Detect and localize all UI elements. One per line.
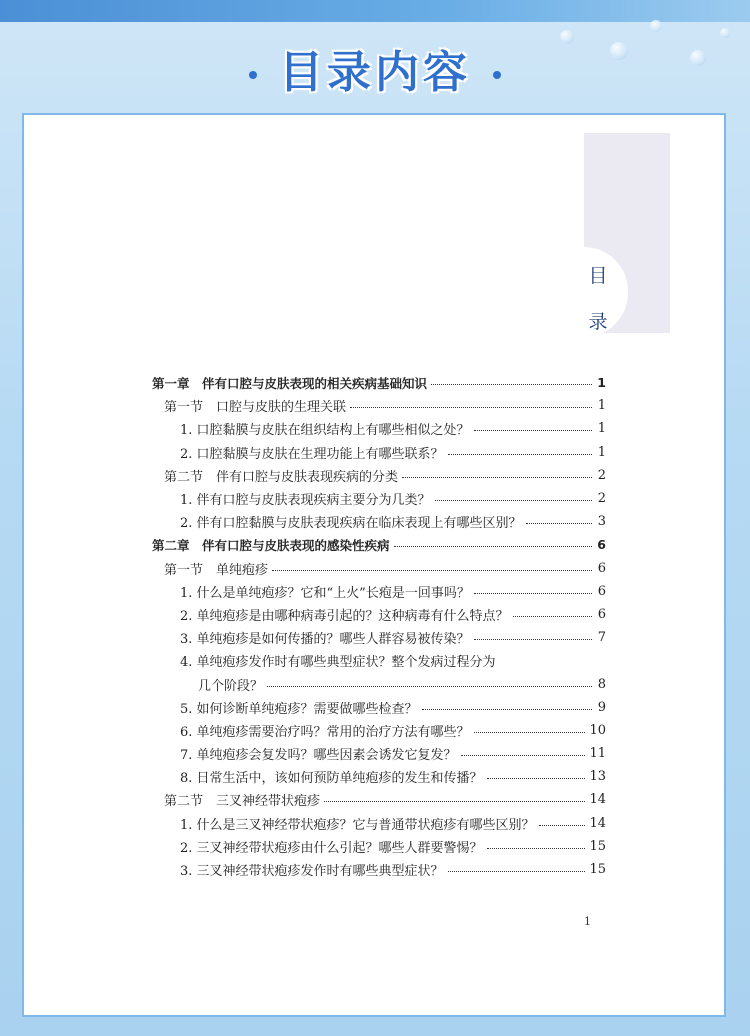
toc-leader-dots — [474, 430, 592, 431]
decor-bubble — [650, 20, 662, 32]
toc-entry-page: 6 — [597, 537, 606, 553]
toc-entry-item[interactable] — [152, 742, 606, 765]
toc-leader-dots — [526, 523, 592, 524]
toc-entry-item[interactable] — [152, 580, 606, 603]
toc-leader-dots — [539, 825, 586, 826]
toc-entry-page: 11 — [589, 746, 606, 762]
toc-entry-page: 9 — [597, 699, 606, 715]
toc-entry-title: 2. 三叉神经带状疱疹由什么引起？哪些人群要警惕？ — [180, 840, 483, 856]
side-tab-char: 录 — [588, 311, 608, 333]
bullet-dot-icon — [249, 71, 257, 79]
toc-leader-dots — [394, 546, 592, 547]
toc-entry-item[interactable] — [152, 487, 606, 510]
toc-entry-title: 1. 什么是单纯疱疹？它和“上火”长疱是一回事吗？ — [180, 585, 470, 601]
toc-entry-page: 14 — [589, 815, 606, 831]
side-tab-chars — [578, 253, 618, 345]
toc-entry-title: 3. 单纯疱疹是如何传播的？哪些人群容易被传染？ — [180, 632, 470, 648]
book-page — [22, 113, 726, 1017]
toc-entry-page: 13 — [589, 769, 606, 785]
toc-entry-title: 2. 伴有口腔黏膜与皮肤表现疾病在临床表现上有哪些区别？ — [180, 516, 522, 532]
toc-entry-page: 2 — [597, 467, 606, 483]
toc-entry-title: 1. 什么是三叉神经带状疱疹？它与普通带状疱疹有哪些区别？ — [180, 817, 535, 833]
toc-leader-dots — [487, 778, 586, 779]
toc-entry-title: 第一章 伴有口腔与皮肤表现的相关疾病基础知识 — [152, 375, 428, 391]
toc-entry-title: 第二节 伴有口腔与皮肤表现疾病的分类 — [164, 469, 399, 485]
toc-leader-dots — [474, 593, 592, 594]
toc-entry-section[interactable] — [152, 464, 606, 487]
toc-leader-dots — [513, 616, 592, 617]
toc-leader-dots — [448, 454, 592, 455]
toc-entry-title: 3. 三叉神经带状疱疹发作时有哪些典型症状？ — [180, 864, 444, 880]
toc-entry-item[interactable] — [152, 835, 606, 858]
toc-entry-item[interactable] — [152, 603, 606, 626]
toc-leader-dots — [402, 477, 592, 478]
toc-leader-dots — [487, 848, 586, 849]
toc-entry-page: 2 — [597, 491, 606, 507]
toc-leader-dots — [474, 732, 586, 733]
toc-entry-cont[interactable] — [152, 672, 606, 695]
toc-entry-title: 1. 口腔黏膜与皮肤在组织结构上有哪些相似之处？ — [180, 423, 470, 439]
toc-entry-section[interactable] — [152, 394, 606, 417]
toc-leader-dots — [448, 871, 586, 872]
toc-entry-page: 1 — [597, 375, 606, 391]
toc-entry-title: 第一节 口腔与皮肤的生理关联 — [164, 400, 347, 416]
toc-entry-section[interactable] — [152, 788, 606, 811]
toc-entry-page: 10 — [589, 722, 606, 738]
toc-leader-dots — [461, 755, 586, 756]
toc-entry-page: 3 — [597, 514, 606, 530]
toc-entry-title: 8. 日常生活中，该如何预防单纯疱疹的发生和传播？ — [180, 771, 483, 787]
toc-entry-item[interactable] — [152, 812, 606, 835]
toc-entry-page: 7 — [597, 630, 606, 646]
toc-entry-title: 第二章 伴有口腔与皮肤表现的感染性疾病 — [152, 537, 390, 553]
side-tab-char: 目 — [588, 265, 608, 287]
toc-entry-item[interactable] — [152, 649, 606, 672]
toc-leader-dots — [422, 709, 592, 710]
toc-entry-title: 4. 单纯疱疹发作时有哪些典型症状？整个发病过程分为 — [180, 655, 496, 671]
toc-entry-chapter[interactable] — [152, 371, 606, 394]
toc-entry-page: 6 — [597, 583, 606, 599]
top-band — [0, 0, 750, 22]
toc-leader-dots — [350, 407, 592, 408]
toc-entry-page: 1 — [597, 398, 606, 414]
toc-entry-section[interactable] — [152, 557, 606, 580]
toc-entry-title: 2. 单纯疱疹是由哪种病毒引起的？这种病毒有什么特点？ — [180, 608, 509, 624]
toc-entry-title: 1. 伴有口腔与皮肤表现疾病主要分为几类？ — [180, 493, 431, 509]
toc-entry-page: 15 — [589, 838, 606, 854]
toc-entry-item[interactable] — [152, 626, 606, 649]
toc-entry-item[interactable] — [152, 510, 606, 533]
toc-entry-page: 1 — [597, 421, 606, 437]
toc-leader-dots — [474, 639, 592, 640]
toc-entry-page: 6 — [597, 560, 606, 576]
bullet-dot-icon — [493, 71, 501, 79]
toc-entry-item[interactable] — [152, 696, 606, 719]
toc-entry-title: 第一节 单纯疱疹 — [164, 562, 269, 578]
toc-leader-dots — [431, 384, 592, 385]
toc-entry-item[interactable] — [152, 765, 606, 788]
toc-leader-dots — [267, 686, 592, 687]
toc-entry-page: 14 — [589, 792, 606, 808]
toc-entry-chapter[interactable] — [152, 533, 606, 556]
toc-entry-title: 几个阶段？ — [198, 678, 264, 694]
header-title-text: 目录内容 — [279, 47, 471, 98]
toc-entry-page: 8 — [597, 676, 606, 692]
toc-entry-page: 6 — [597, 606, 606, 622]
toc-entry-page: 1 — [597, 444, 606, 460]
toc-leader-dots — [324, 801, 585, 802]
toc-entry-item[interactable] — [152, 417, 606, 440]
page-header-title — [0, 36, 750, 100]
page-number: 1 — [584, 915, 591, 928]
toc-entry-item[interactable] — [152, 719, 606, 742]
toc-entry-page: 15 — [589, 862, 606, 878]
toc-entry-title: 2. 口腔黏膜与皮肤在生理功能上有哪些联系？ — [180, 446, 444, 462]
toc-entry-title: 7. 单纯疱疹会复发吗？哪些因素会诱发它复发？ — [180, 748, 457, 764]
toc-entry-title: 6. 单纯疱疹需要治疗吗？常用的治疗方法有哪些？ — [180, 724, 470, 740]
toc-entry-title: 第二节 三叉神经带状疱疹 — [164, 794, 321, 810]
contents-side-tab — [584, 133, 670, 333]
toc-entry-title: 5. 如何诊断单纯疱疹？需要做哪些检查？ — [180, 701, 418, 717]
toc-leader-dots — [435, 500, 592, 501]
toc-entry-item[interactable] — [152, 441, 606, 464]
toc-leader-dots — [272, 570, 592, 571]
toc-entry-item[interactable] — [152, 858, 606, 881]
table-of-contents — [152, 371, 606, 881]
